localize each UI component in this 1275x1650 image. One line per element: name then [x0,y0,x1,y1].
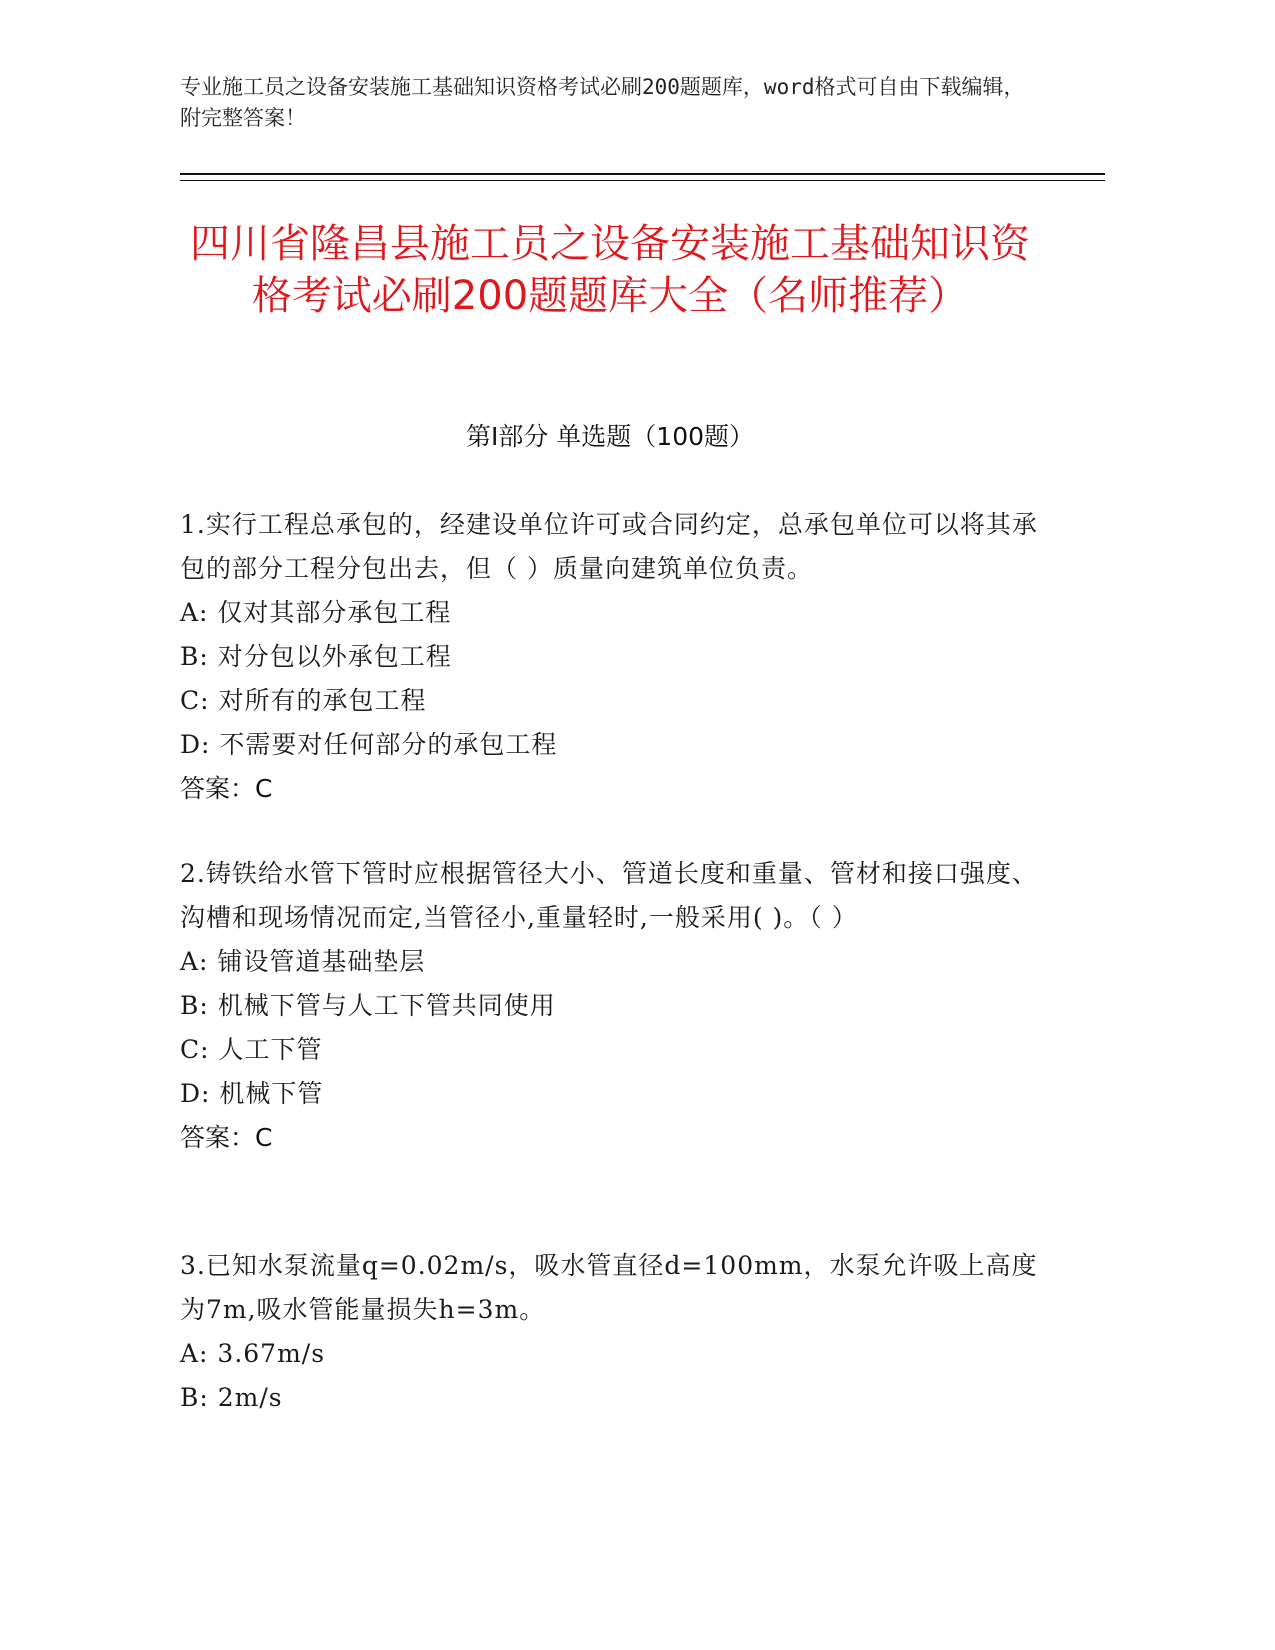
question-block [180,503,1040,811]
option-d: D: 机械下管 [180,1079,324,1108]
header-divider-thin [180,180,1105,181]
header-note: 专业施工员之设备安装施工基础知识资格考试必刷200题题库，word格式可自由下载编辑，附完整答案！ [180,75,1025,130]
option-b: B: 对分包以外承包工程 [180,642,452,671]
answer-line: 答案：C [180,774,273,803]
option-b: B: 机械下管与人工下管共同使用 [180,991,556,1020]
option-a: A: 3.67m/s [180,1339,326,1368]
question-stem: 2.铸铁给水管下管时应根据管径大小、管道长度和重量、管材和接口强度、沟槽和现场情况而定,当管径小,重量轻时,一般采用( )。（ ） [180,859,1038,932]
option-c: C: 人工下管 [180,1035,323,1064]
option-c: C: 对所有的承包工程 [180,686,427,715]
option-b: B: 2m/s [180,1383,283,1412]
header-divider-thick [180,173,1105,175]
option-a: A: 铺设管道基础垫层 [180,947,426,976]
document-title: 四川省隆昌县施工员之设备安装施工基础知识资格考试必刷200题题库大全（名师推荐） [190,221,1030,319]
section-heading: 第Ⅰ部分 单选题（100题） [465,422,755,451]
question-block [180,852,1040,1160]
question-stem: 1.实行工程总承包的，经建设单位许可或合同约定，总承包单位可以将其承包的部分工程分包出去，但（ ）质量向建筑单位负责。 [180,510,1038,583]
answer-line: 答案：C [180,1123,273,1152]
option-a: A: 仅对其部分承包工程 [180,598,452,627]
question-block [180,1244,1040,1420]
option-d: D: 不需要对任何部分的承包工程 [180,730,558,759]
question-stem: 3.已知水泵流量q=0.02m/s，吸水管直径d=100mm，水泵允许吸上高度为7m,吸水管能量损失h=3m。 [180,1251,1038,1324]
